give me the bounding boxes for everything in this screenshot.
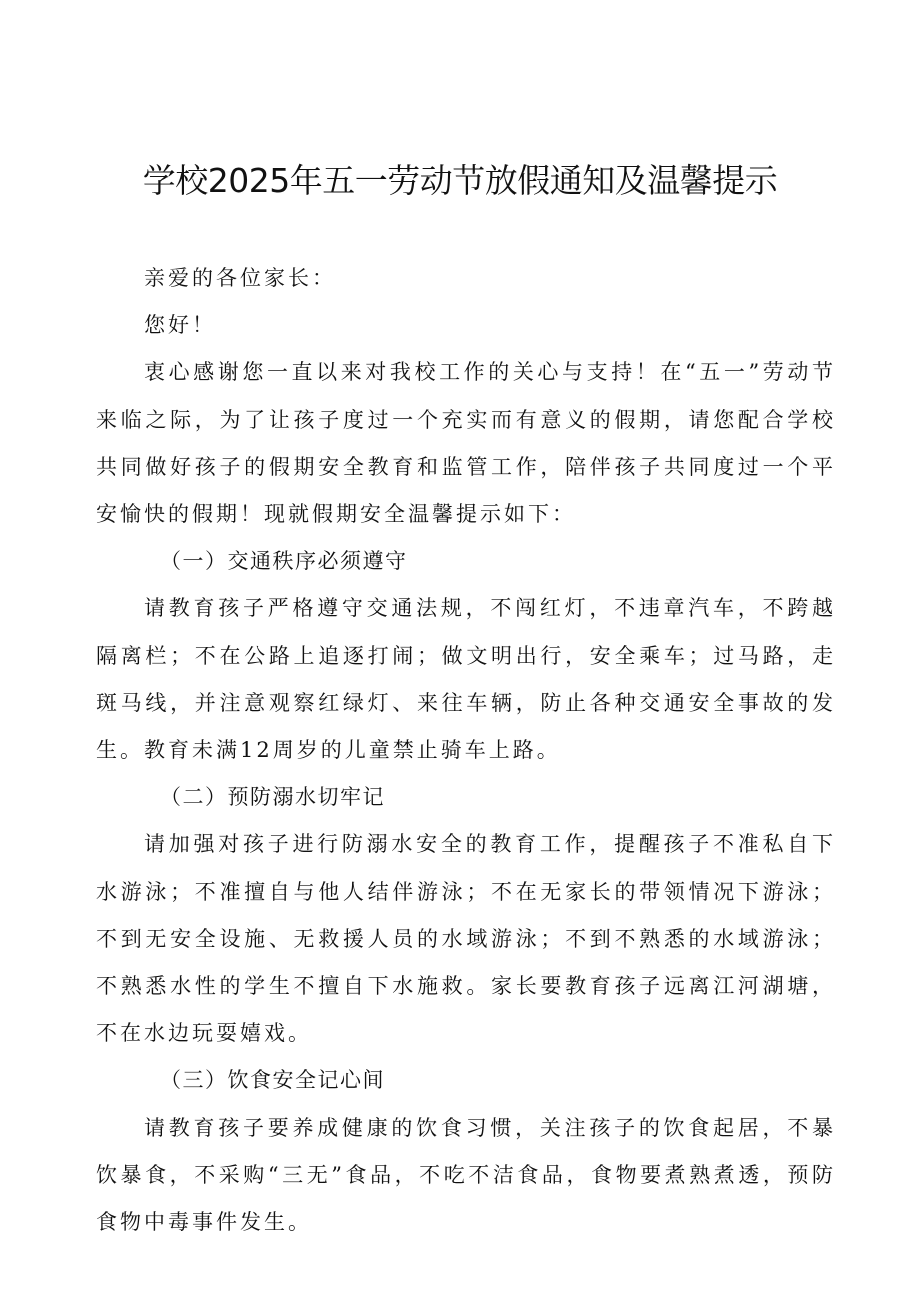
section-body-traffic: 请教育孩子严格遵守交通法规，不闯红灯，不违章汽车，不跨越隔离栏；不在公路上追逐打闹；做文明出行，安全乘车；过马路，走斑马线，并注意观察红绿灯、来往车辆，防止各种交通安全事故的发生。教育未满12周岁的儿童禁止骑车上路。 <box>96 596 836 763</box>
intro-paragraph: 衷心感谢您一直以来对我校工作的关心与支持！在“五一”劳动节来临之际，为了让孩子度过一个充实而有意义的假期，请您配合学校共同做好孩子的假期安全教育和监管工作，陪伴孩子共同度过一个平安愉快的假期！现就假期安全温馨提示如下： <box>96 360 836 527</box>
document-title: 学校2025年五一劳动节放假通知及温馨提示 <box>142 161 778 200</box>
section-heading-traffic: （一）交通秩序必须遵守 <box>160 549 408 574</box>
section-heading-drowning: （二）预防溺水切牢记 <box>160 785 385 810</box>
salutation: 您好！ <box>144 313 216 338</box>
section-heading-food: （三）饮食安全记心间 <box>160 1068 385 1093</box>
section-body-drowning: 请加强对孩子进行防溺水安全的教育工作，提醒孩子不准私自下水游泳；不准擅自与他人结伴游泳；不在无家长的带领情况下游泳；不到无安全设施、无救援人员的水域游泳；不到不熟悉的水域游泳；不熟悉水性的学生不擅自下水施救。家长要教育孩子远离江河湖塘，不在水边玩耍嬉戏。 <box>96 832 836 1046</box>
section-body-food: 请教育孩子要养成健康的饮食习惯，关注孩子的饮食起居，不暴饮暴食，不采购“三无”食品，不吃不洁食品，食物要煮熟煮透，预防食物中毒事件发生。 <box>96 1115 836 1235</box>
document-body <box>96 255 836 1246</box>
greeting: 亲爱的各位家长： <box>144 266 336 290</box>
